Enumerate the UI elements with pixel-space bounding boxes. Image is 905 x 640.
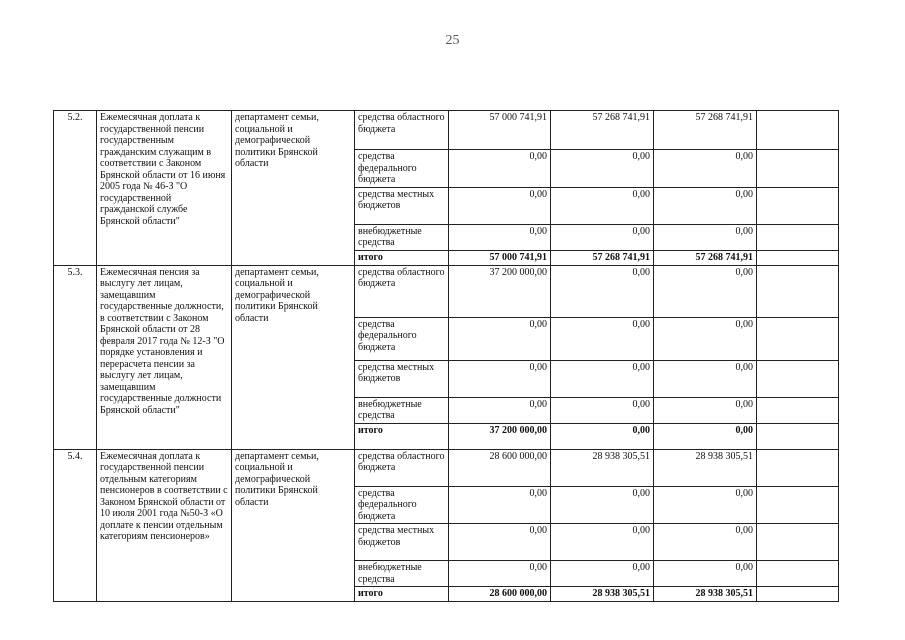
funding-source: средства областного бюджета: [355, 265, 449, 317]
amount-extra: [757, 449, 839, 486]
amount-extra: [757, 397, 839, 423]
amount-year-2: 0,00: [551, 187, 654, 224]
amount-year-1: 0,00: [449, 397, 551, 423]
measure-title: Ежемесячная доплата к государственной пенсии государственным гражданским служащим в соответствии с Законом Брянской области от 16 июня 2005 года № 46-З "О государственной гражданской службе Брянской области": [97, 111, 232, 266]
item-number: 5.2.: [54, 111, 97, 266]
amount-year-1: 0,00: [449, 224, 551, 250]
amount-year-3: 0,00: [654, 265, 757, 317]
amount-year-1: 57 000 741,91: [449, 250, 551, 265]
amount-year-2: 0,00: [551, 397, 654, 423]
amount-year-1: 0,00: [449, 486, 551, 524]
amount-year-1: 28 600 000,00: [449, 587, 551, 602]
amount-year-1: 0,00: [449, 187, 551, 224]
amount-year-1: 0,00: [449, 360, 551, 397]
amount-year-1: 37 200 000,00: [449, 265, 551, 317]
funding-source: средства областного бюджета: [355, 449, 449, 486]
item-number: 5.3.: [54, 265, 97, 449]
amount-year-2: 0,00: [551, 486, 654, 524]
amount-year-2: 0,00: [551, 224, 654, 250]
measure-title: Ежемесячная пенсия за выслугу лет лицам, замещавшим государственные должности, в соответствии с Законом Брянской области от 28 февраля 2017 года № 12-З "О порядке установления и перерасчета пенсии за выслугу лет лицам, замещавшим государственные должности Брянской области": [97, 265, 232, 449]
funding-source: внебюджетные средства: [355, 561, 449, 587]
amount-extra: [757, 524, 839, 561]
funding-source: средства областного бюджета: [355, 111, 449, 150]
amount-year-2: 28 938 305,51: [551, 587, 654, 602]
amount-year-3: 0,00: [654, 224, 757, 250]
item-number: 5.4.: [54, 449, 97, 602]
funding-source: внебюджетные средства: [355, 397, 449, 423]
amount-extra: [757, 360, 839, 397]
funding-source: итого: [355, 250, 449, 265]
funding-source: средства местных бюджетов: [355, 187, 449, 224]
funding-source: итого: [355, 423, 449, 449]
amount-year-3: 0,00: [654, 486, 757, 524]
page-number: 25: [445, 33, 460, 48]
executor: департамент семьи, социальной и демографической политики Брянской области: [232, 449, 355, 602]
funding-source: средства федерального бюджета: [355, 486, 449, 524]
amount-year-1: 0,00: [449, 150, 551, 188]
amount-extra: [757, 111, 839, 150]
amount-extra: [757, 265, 839, 317]
amount-year-2: 28 938 305,51: [551, 449, 654, 486]
budget-table: [53, 110, 839, 602]
amount-year-2: 0,00: [551, 561, 654, 587]
amount-year-3: 0,00: [654, 150, 757, 188]
amount-year-2: 0,00: [551, 524, 654, 561]
amount-year-3: 57 268 741,91: [654, 111, 757, 150]
amount-year-2: 0,00: [551, 150, 654, 188]
funding-source: итого: [355, 587, 449, 602]
amount-year-2: 0,00: [551, 360, 654, 397]
amount-year-1: 0,00: [449, 561, 551, 587]
table-row: [54, 265, 839, 317]
funding-source: внебюджетные средства: [355, 224, 449, 250]
amount-year-3: 0,00: [654, 360, 757, 397]
funding-source: средства федерального бюджета: [355, 317, 449, 360]
funding-source: средства местных бюджетов: [355, 360, 449, 397]
amount-year-2: 57 268 741,91: [551, 111, 654, 150]
amount-year-3: 28 938 305,51: [654, 449, 757, 486]
amount-extra: [757, 150, 839, 188]
table-row: [54, 111, 839, 150]
amount-extra: [757, 587, 839, 602]
funding-source: средства местных бюджетов: [355, 524, 449, 561]
measure-title: Ежемесячная доплата к государственной пенсии отдельным категориям пенсионеров в соответствии с Законом Брянской области от 10 июля 2001 года №50-З «О доплате к пенсии отдельным категориям пенсионеров»: [97, 449, 232, 602]
amount-year-1: 37 200 000,00: [449, 423, 551, 449]
amount-extra: [757, 561, 839, 587]
amount-year-3: 0,00: [654, 561, 757, 587]
amount-year-2: 0,00: [551, 317, 654, 360]
amount-year-2: 0,00: [551, 265, 654, 317]
funding-source: средства федерального бюджета: [355, 150, 449, 188]
amount-year-3: 57 268 741,91: [654, 250, 757, 265]
amount-extra: [757, 317, 839, 360]
executor: департамент семьи, социальной и демографической политики Брянской области: [232, 265, 355, 449]
amount-year-3: 0,00: [654, 397, 757, 423]
amount-year-3: 0,00: [654, 423, 757, 449]
amount-extra: [757, 486, 839, 524]
amount-year-3: 0,00: [654, 317, 757, 360]
amount-year-3: 28 938 305,51: [654, 587, 757, 602]
amount-extra: [757, 224, 839, 250]
amount-year-1: 0,00: [449, 317, 551, 360]
amount-extra: [757, 250, 839, 265]
amount-extra: [757, 423, 839, 449]
amount-year-3: 0,00: [654, 524, 757, 561]
executor: департамент семьи, социальной и демографической политики Брянской области: [232, 111, 355, 266]
amount-year-2: 0,00: [551, 423, 654, 449]
table-row: [54, 449, 839, 486]
amount-extra: [757, 187, 839, 224]
amount-year-3: 0,00: [654, 187, 757, 224]
amount-year-1: 0,00: [449, 524, 551, 561]
amount-year-2: 57 268 741,91: [551, 250, 654, 265]
amount-year-1: 28 600 000,00: [449, 449, 551, 486]
amount-year-1: 57 000 741,91: [449, 111, 551, 150]
